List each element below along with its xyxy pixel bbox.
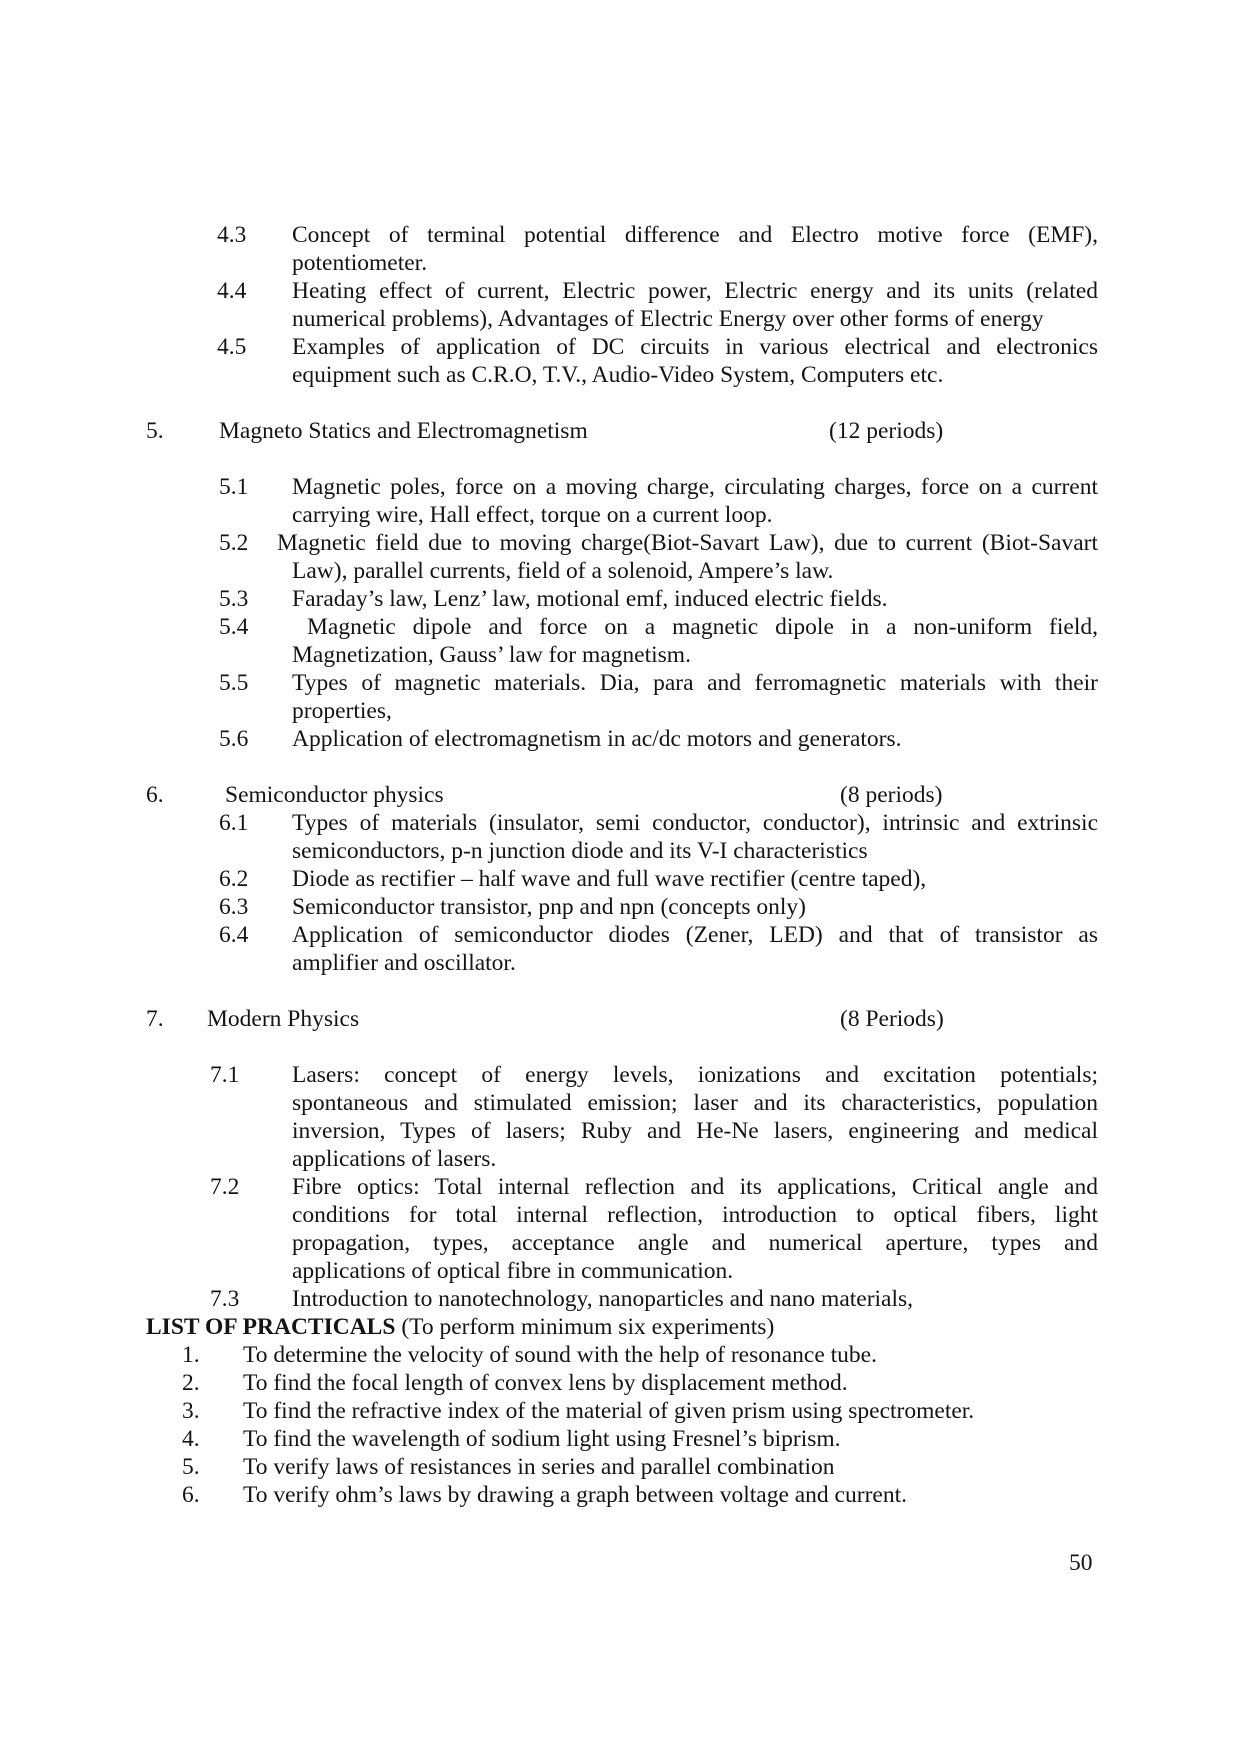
topic-text-line: Application of electromagnetism in ac/dc motors and generators.: [292, 726, 902, 752]
topic-text-line: Application of semiconductor diodes (Zener, LED) and that of transistor as: [292, 922, 1098, 948]
practical-item: To determine the velocity of sound with the help of resonance tube.: [243, 1342, 877, 1368]
topic-text-line: Diode as rectifier – half wave and full wave rectifier (centre taped),: [292, 866, 927, 892]
practical-number: 4.: [182, 1426, 200, 1452]
topic-text-line: conditions for total internal reflection, introduction to optical fibers, light: [292, 1202, 1098, 1228]
topic-text-line: Fibre optics: Total internal reflection and its applications, Critical angle and: [292, 1174, 1098, 1200]
section-title: Magneto Statics and Electromagnetism: [219, 418, 588, 444]
section-number: 6.: [146, 782, 164, 808]
topic-text-line: Faraday’s law, Lenz’ law, motional emf, induced electric fields.: [292, 586, 888, 612]
section-number: 5.: [146, 418, 164, 444]
practical-number: 2.: [182, 1370, 200, 1396]
topic-number: 5.4: [219, 614, 249, 640]
topic-number: 5.1: [219, 474, 249, 500]
practicals-heading: LIST OF PRACTICALS: [146, 1314, 396, 1340]
topic-text-line: Heating effect of current, Electric power, Electric energy and its units (related: [292, 278, 1098, 304]
section-periods: (8 periods): [840, 782, 943, 808]
practical-number: 5.: [182, 1454, 200, 1480]
topic-text-line: amplifier and oscillator.: [292, 950, 516, 976]
topic-text-line: Semiconductor transistor, pnp and npn (concepts only): [292, 894, 806, 920]
practical-item: To verify ohm’s laws by drawing a graph between voltage and current.: [243, 1482, 907, 1508]
practical-item: To find the wavelength of sodium light using Fresnel’s biprism.: [243, 1426, 841, 1452]
topic-text-line: spontaneous and stimulated emission; laser and its characteristics, population: [292, 1090, 1098, 1116]
practical-number: 6.: [182, 1482, 200, 1508]
topic-text-line: properties,: [292, 698, 392, 724]
topic-text-line: Examples of application of DC circuits in various electrical and electronics: [292, 334, 1098, 360]
topic-text-line: Magnetic dipole and force on a magnetic dipole in a non-uniform field,: [307, 614, 1098, 640]
topic-text-line: applications of optical fibre in communication.: [292, 1258, 734, 1284]
topic-number: 7.1: [210, 1062, 240, 1088]
topic-text-line: potentiometer.: [292, 250, 428, 276]
topic-text-line: Magnetization, Gauss’ law for magnetism.: [292, 642, 691, 668]
topic-text-line: Magnetic field due to moving charge(Biot-Savart Law), due to current (Biot-Savart: [277, 530, 1098, 556]
topic-number: 6.3: [219, 894, 249, 920]
topic-number: 5.2: [219, 530, 249, 556]
section-periods: (8 Periods): [840, 1006, 944, 1032]
topic-number: 6.2: [219, 866, 249, 892]
topic-text-line: applications of lasers.: [292, 1146, 497, 1172]
topic-text-line: Types of materials (insulator, semi conductor, conductor), intrinsic and extrinsic: [292, 810, 1098, 836]
topic-number: 6.1: [219, 810, 249, 836]
practical-number: 3.: [182, 1398, 200, 1424]
topic-text-line: Types of magnetic materials. Dia, para and ferromagnetic materials with their: [292, 670, 1098, 696]
topic-text-line: propagation, types, acceptance angle and numerical aperture, types and: [292, 1230, 1098, 1256]
topic-text-line: numerical problems), Advantages of Electric Energy over other forms of energy: [292, 306, 1044, 332]
section-periods: (12 periods): [829, 418, 944, 444]
topic-text-line: Concept of terminal potential difference and Electro motive force (EMF),: [292, 222, 1098, 248]
topic-text-line: Lasers: concept of energy levels, ionizations and excitation potentials;: [292, 1062, 1098, 1088]
topic-number: 5.5: [219, 670, 249, 696]
section-title: Semiconductor physics: [225, 782, 444, 808]
topic-text-line: Magnetic poles, force on a moving charge, circulating charges, force on a current: [292, 474, 1098, 500]
topic-text-line: Law), parallel currents, field of a solenoid, Ampere’s law.: [292, 558, 834, 584]
topic-number: 4.5: [217, 334, 247, 360]
topic-text-line: equipment such as C.R.O, T.V., Audio-Video System, Computers etc.: [292, 362, 944, 388]
topic-number: 5.6: [219, 726, 249, 752]
topic-text-line: inversion, Types of lasers; Ruby and He-Ne lasers, engineering and medical: [292, 1118, 1098, 1144]
practical-item: To verify laws of resistances in series and parallel combination: [243, 1454, 835, 1480]
page-number: 50: [1069, 1550, 1093, 1576]
section-number: 7.: [146, 1006, 164, 1032]
topic-text-line: Introduction to nanotechnology, nanoparticles and nano materials,: [292, 1286, 914, 1312]
practical-item: To find the focal length of convex lens by displacement method.: [243, 1370, 848, 1396]
topic-text-line: semiconductors, p-n junction diode and its V-I characteristics: [292, 838, 868, 864]
topic-number: 7.3: [210, 1286, 240, 1312]
topic-number: 6.4: [219, 922, 249, 948]
topic-number: 7.2: [210, 1174, 240, 1200]
topic-number: 4.3: [217, 222, 247, 248]
practical-item: To find the refractive index of the material of given prism using spectrometer.: [243, 1398, 975, 1424]
topic-number: 5.3: [219, 586, 249, 612]
topic-number: 4.4: [217, 278, 247, 304]
section-title: Modern Physics: [207, 1006, 360, 1032]
practical-number: 1.: [182, 1342, 200, 1368]
topic-text-line: carrying wire, Hall effect, torque on a current loop.: [292, 502, 773, 528]
practicals-heading-line: [146, 1313, 774, 1341]
practicals-note: (To perform minimum six experiments): [401, 1314, 775, 1340]
